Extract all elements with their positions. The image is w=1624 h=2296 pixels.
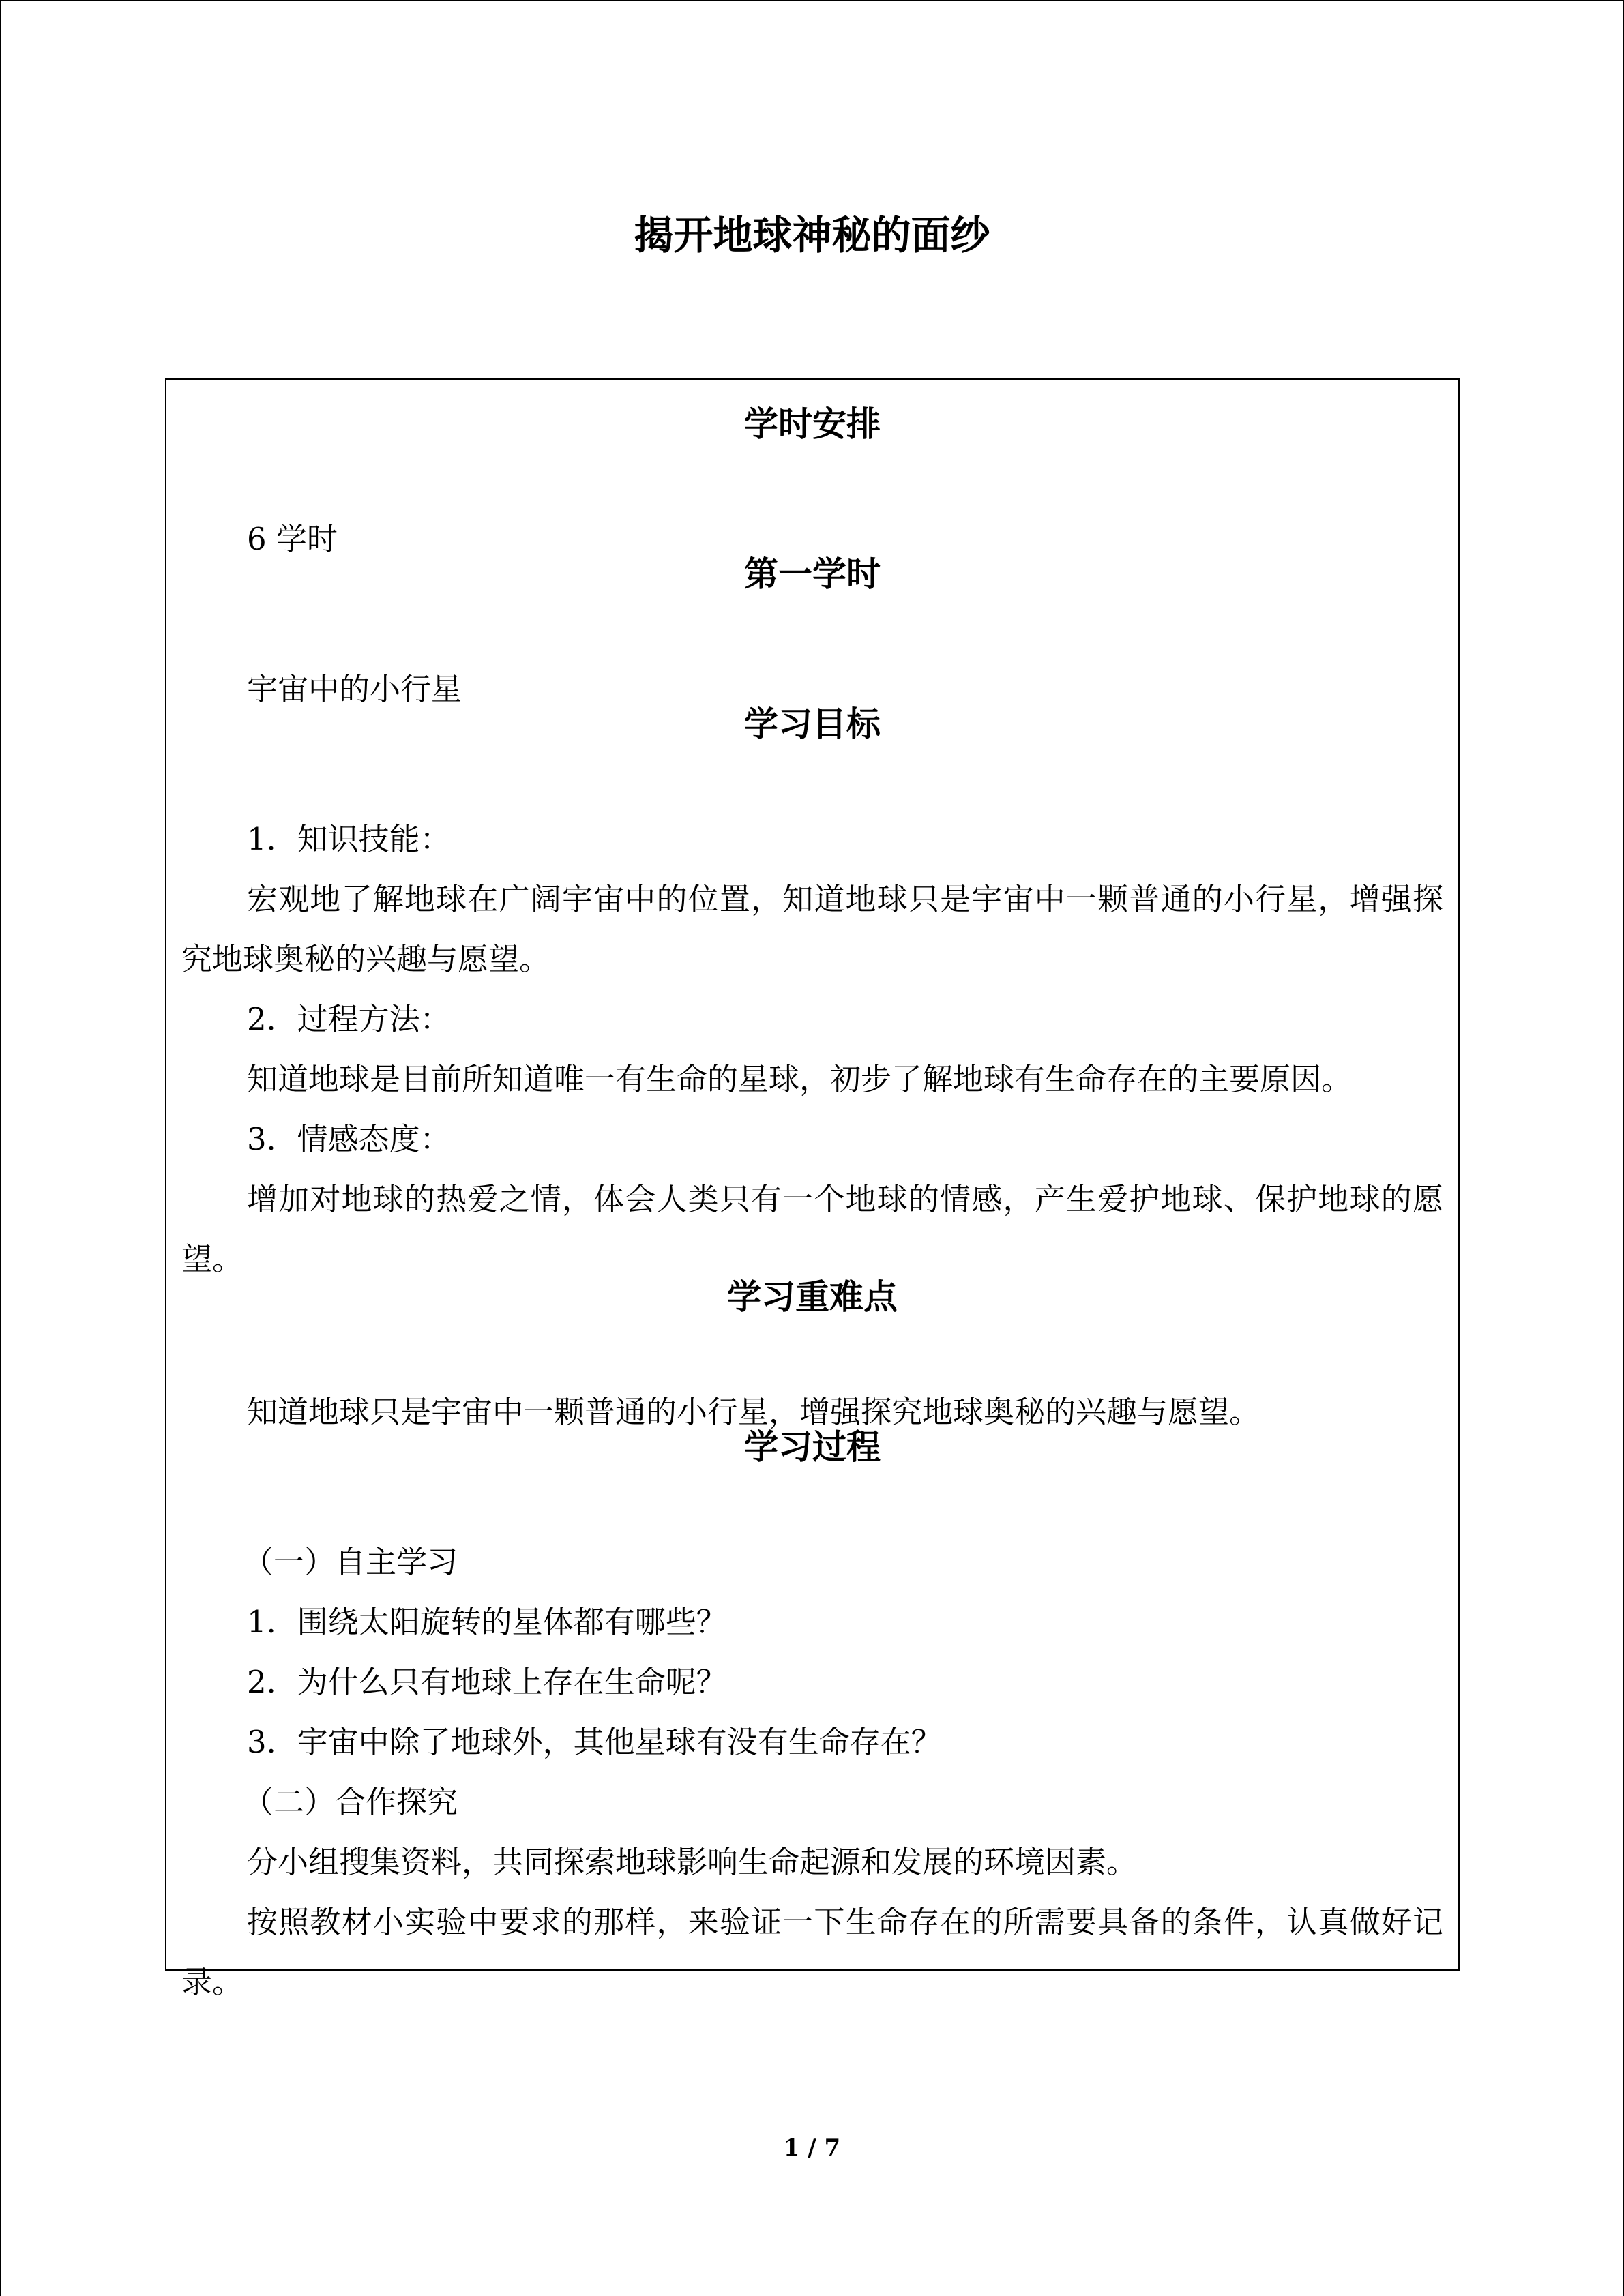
process-q3: 3．宇宙中除了地球外，其他星球有没有生命存在？ xyxy=(247,1724,942,1760)
goals-item1-text: 宏观地了解地球在广阔宇宙中的位置，知道地球只是宇宙中一颗普通的小行星，增强探究地球奥秘的兴趣与愿望。 xyxy=(181,881,1443,977)
process-part2-text1: 分小组搜集资料，共同探索地球影响生命起源和发展的环境因素。 xyxy=(247,1844,1138,1880)
process-part1-label: （一）自主学习 xyxy=(243,1544,458,1580)
process-part2-text2: 按照教材小实验中要求的那样，来验证一下生命存在的所需要具备的条件，认真做好记录。 xyxy=(181,1904,1443,2000)
process-q1: 1．围绕太阳旋转的星体都有哪些？ xyxy=(247,1604,727,1640)
page-border-left xyxy=(0,0,1,2296)
keypoints-heading: 学习重难点 xyxy=(727,1277,898,1317)
schedule-text: 6 学时 xyxy=(247,521,338,557)
content-box xyxy=(165,378,1460,2000)
lesson1-heading: 第一学时 xyxy=(744,554,881,594)
page-number: 1 / 7 xyxy=(783,2134,841,2162)
page-border-top xyxy=(0,0,1624,1)
goals-item3-text: 增加对地球的热爱之情，体会人类只有一个地球的情感，产生爱护地球、保护地球的愿望。 xyxy=(181,1181,1443,1277)
process-part2-label: （二）合作探究 xyxy=(243,1784,458,1820)
goals-item2-label: 2．过程方法： xyxy=(247,1001,451,1037)
schedule-heading: 学时安排 xyxy=(744,404,881,444)
goals-item2-text: 知道地球是目前所知道唯一有生命的星球，初步了解地球有生命存在的主要原因。 xyxy=(247,1061,1353,1097)
process-heading: 学习过程 xyxy=(744,1427,881,1467)
document-title: 揭开地球神秘的面纱 xyxy=(634,212,990,258)
goals-item3-label: 3．情感态度： xyxy=(247,1121,451,1157)
process-q2: 2．为什么只有地球上存在生命呢？ xyxy=(247,1664,727,1700)
lesson1-text: 宇宙中的小行星 xyxy=(247,671,462,707)
keypoints-text: 知道地球只是宇宙中一颗普通的小行星，增强探究地球奥秘的兴趣与愿望。 xyxy=(247,1394,1260,1430)
goals-item1-label: 1．知识技能： xyxy=(247,821,451,857)
goals-heading: 学习目标 xyxy=(744,704,881,744)
